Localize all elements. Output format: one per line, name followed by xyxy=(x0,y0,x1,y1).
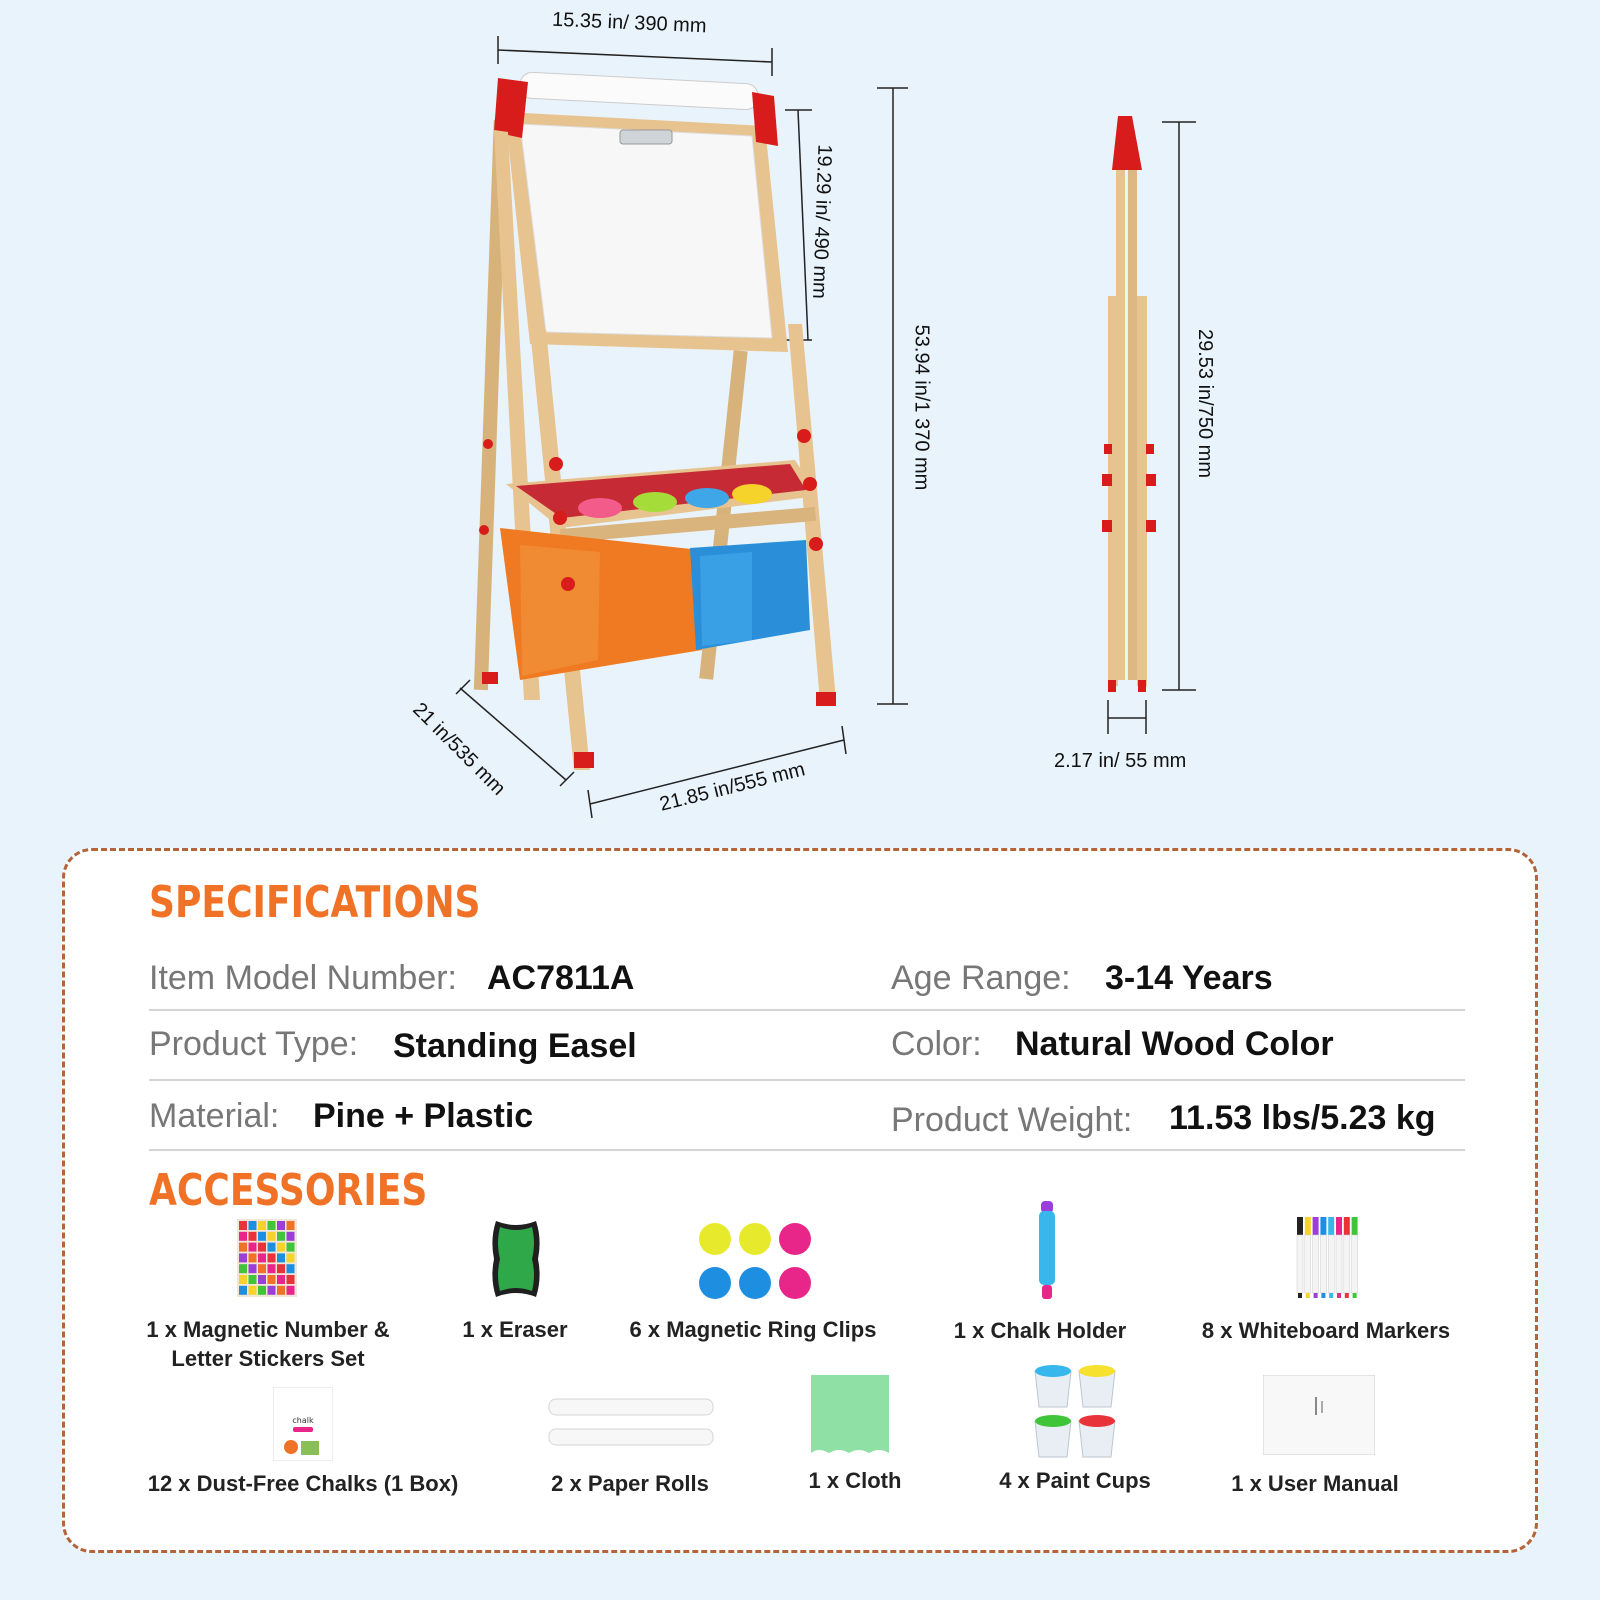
sticker-tile xyxy=(239,1253,247,1262)
accessory-label: 12 x Dust-Free Chalks (1 Box) xyxy=(147,1471,459,1496)
chalk-box-icon xyxy=(273,1387,333,1461)
sticker-tile xyxy=(287,1243,295,1252)
marker-body xyxy=(1336,1235,1342,1293)
marker-cap xyxy=(1320,1217,1326,1235)
marker-tip xyxy=(1298,1293,1302,1298)
accessories-title: ACCESSORIES xyxy=(149,1165,428,1216)
sticker-tile xyxy=(239,1264,247,1273)
sticker-tile xyxy=(258,1221,266,1230)
marker-body xyxy=(1344,1235,1350,1293)
sticker-tile xyxy=(287,1221,295,1230)
spec-divider xyxy=(149,1079,1465,1081)
dim-base-width: 21.85 in/555 mm xyxy=(657,758,808,816)
spec-divider xyxy=(149,1009,1465,1011)
spec-value-age: 3-14 Years xyxy=(1105,959,1273,997)
sticker-tile xyxy=(239,1232,247,1241)
specifications-title: SPECIFICATIONS xyxy=(149,877,481,928)
markers-icon xyxy=(1295,1217,1359,1299)
marker-tip xyxy=(1306,1293,1310,1298)
accessory-label: 8 x Whiteboard Markers xyxy=(1201,1318,1451,1343)
chalk-holder-icon xyxy=(1035,1201,1059,1301)
marker-cap xyxy=(1328,1217,1334,1235)
dim-top-width: 15.35 in/ 390 mm xyxy=(551,8,707,38)
cloth-icon xyxy=(809,1373,891,1457)
marker-cap xyxy=(1297,1217,1303,1235)
sticker-tile xyxy=(277,1232,285,1241)
accessory-label: 1 x Magnetic Number & xyxy=(146,1317,390,1342)
ring-clips-icon xyxy=(697,1221,813,1301)
sticker-tile xyxy=(258,1243,266,1252)
sticker-tile xyxy=(258,1253,266,1262)
eraser-icon xyxy=(490,1217,542,1301)
marker-cap xyxy=(1305,1217,1311,1235)
accessory-label: 4 x Paint Cups xyxy=(999,1468,1151,1493)
marker-body xyxy=(1313,1235,1319,1293)
accessory-label: 6 x Magnetic Ring Clips xyxy=(629,1317,877,1342)
sticker-tile xyxy=(268,1243,276,1252)
sticker-tile xyxy=(268,1253,276,1262)
sticker-tile xyxy=(277,1221,285,1230)
marker-body xyxy=(1305,1235,1311,1293)
dim-board-height: 19.29 in/ 490 mm xyxy=(808,143,836,300)
sticker-tile xyxy=(268,1232,276,1241)
marker-tip xyxy=(1329,1293,1333,1298)
sticker-tile xyxy=(239,1221,247,1230)
accessory-label: 1 x User Manual xyxy=(1231,1471,1399,1496)
spec-value-weight: 11.53 lbs/5.23 kg xyxy=(1169,1099,1436,1137)
sticker-tile xyxy=(249,1286,257,1295)
sticker-tile xyxy=(277,1275,285,1284)
sticker-tile xyxy=(249,1264,257,1273)
sticker-tile xyxy=(249,1275,257,1284)
sticker-tile xyxy=(287,1253,295,1262)
sticker-tile xyxy=(249,1232,257,1241)
accessory-label: 2 x Paper Rolls xyxy=(551,1471,709,1496)
easel-folded-view xyxy=(1102,116,1156,692)
spec-label-model: Item Model Number: xyxy=(149,959,457,997)
sticker-tile xyxy=(287,1264,295,1273)
spec-label-material: Material: xyxy=(149,1097,280,1135)
sticker-tile xyxy=(258,1275,266,1284)
marker-body xyxy=(1328,1235,1334,1293)
sticker-tile xyxy=(258,1232,266,1241)
marker-body xyxy=(1320,1235,1326,1293)
paint-cups-icon xyxy=(1033,1365,1117,1461)
sticker-tile xyxy=(268,1221,276,1230)
sticker-tile xyxy=(268,1286,276,1295)
sticker-tile xyxy=(249,1221,257,1230)
accessory-label: Letter Stickers Set xyxy=(171,1346,365,1371)
sticker-tile xyxy=(287,1286,295,1295)
sticker-tile xyxy=(249,1253,257,1262)
marker-cap xyxy=(1313,1217,1319,1235)
spec-value-model: AC7811A xyxy=(487,959,635,997)
sticker-tile xyxy=(239,1243,247,1252)
sticker-tile xyxy=(258,1264,266,1273)
spec-label-color: Color: xyxy=(891,1025,982,1063)
sticker-tile xyxy=(277,1286,285,1295)
sticker-tile xyxy=(287,1232,295,1241)
spec-value-color: Natural Wood Color xyxy=(1015,1025,1334,1063)
marker-cap xyxy=(1344,1217,1350,1235)
svg-text:chalk: chalk xyxy=(292,1416,314,1425)
marker-tip xyxy=(1353,1293,1357,1298)
accessory-label: 1 x Chalk Holder xyxy=(953,1318,1127,1343)
spec-card xyxy=(62,848,1538,1553)
dim-depth: 21 in/535 mm xyxy=(408,698,510,800)
sticker-tile xyxy=(277,1264,285,1273)
marker-tip xyxy=(1314,1293,1318,1298)
sticker-tile xyxy=(239,1286,247,1295)
marker-body xyxy=(1297,1235,1303,1293)
dim-total-height: 53.94 in/1 370 mm xyxy=(910,324,933,491)
marker-tip xyxy=(1345,1293,1349,1298)
manual-icon xyxy=(1263,1375,1375,1455)
marker-body xyxy=(1352,1235,1358,1293)
spec-value-type: Standing Easel xyxy=(393,1027,637,1065)
marker-tip xyxy=(1337,1293,1341,1298)
easel-front-view xyxy=(474,72,836,770)
spec-label-weight: Product Weight: xyxy=(891,1101,1133,1139)
letter-stickers-icon xyxy=(237,1219,297,1297)
sticker-tile xyxy=(239,1275,247,1284)
sticker-tile xyxy=(258,1286,266,1295)
sticker-tile xyxy=(268,1275,276,1284)
sticker-tile xyxy=(268,1264,276,1273)
spec-label-type: Product Type: xyxy=(149,1025,359,1063)
spec-value-material: Pine + Plastic xyxy=(313,1097,534,1135)
dim-folded-height: 29.53 in/750 mm xyxy=(1193,329,1216,478)
spec-divider xyxy=(149,1149,1465,1151)
accessory-label: 1 x Eraser xyxy=(462,1317,568,1342)
spec-label-age: Age Range: xyxy=(891,959,1071,997)
accessory-label: 1 x Cloth xyxy=(808,1468,902,1493)
marker-tip xyxy=(1321,1293,1325,1298)
sticker-tile xyxy=(277,1253,285,1262)
sticker-tile xyxy=(287,1275,295,1284)
paper-rolls-icon xyxy=(547,1397,715,1447)
sticker-tile xyxy=(249,1243,257,1252)
dim-folded-thickness: 2.17 in/ 55 mm xyxy=(1054,750,1187,772)
marker-cap xyxy=(1336,1217,1342,1235)
sticker-tile xyxy=(277,1243,285,1252)
marker-cap xyxy=(1352,1217,1358,1235)
